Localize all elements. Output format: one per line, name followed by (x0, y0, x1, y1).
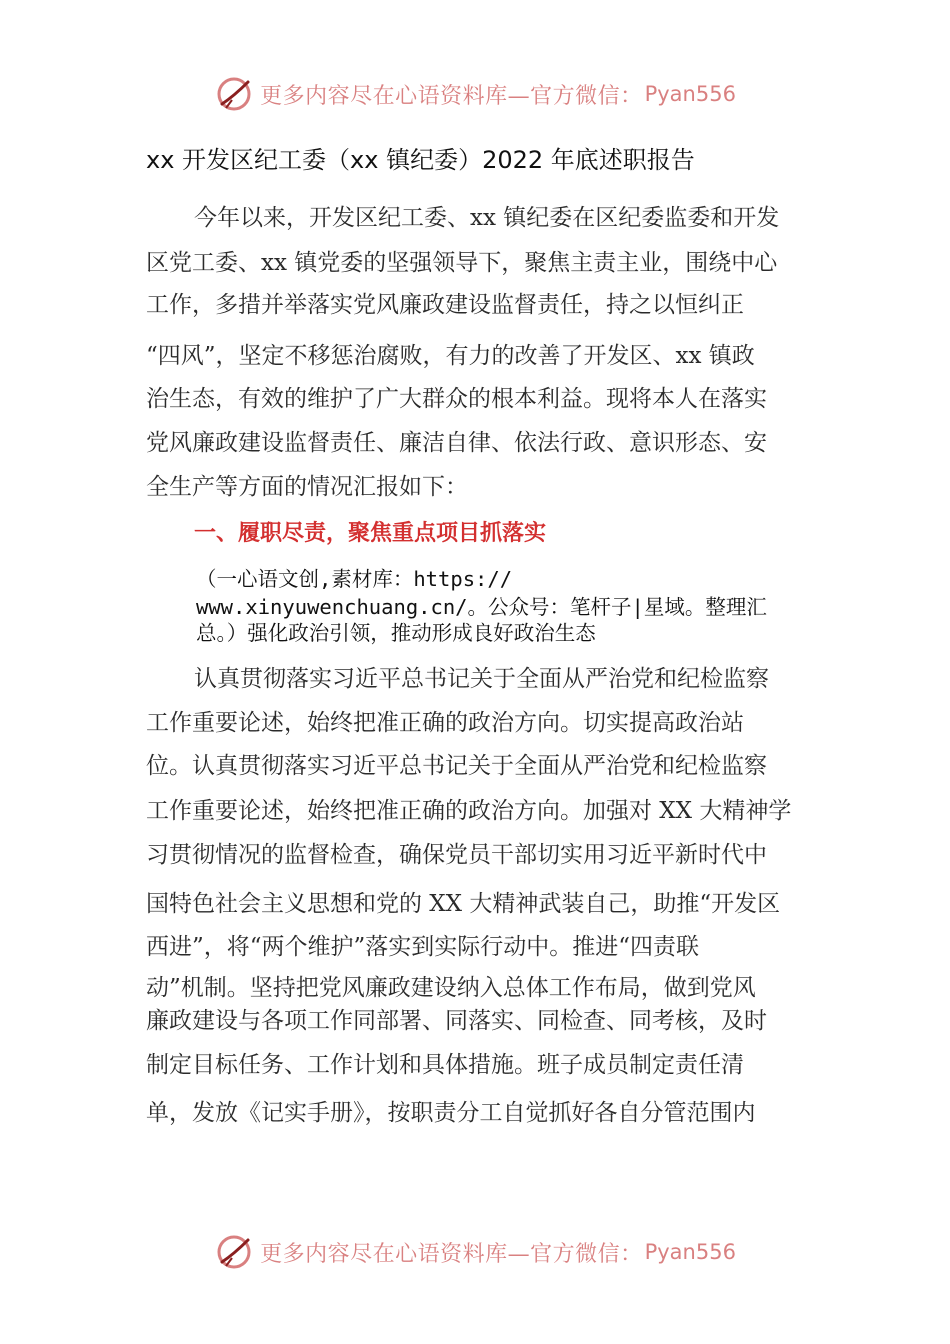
body-line: 西进”，将“两个维护”落实到实际行动中。推进“四责联 (146, 934, 700, 960)
banner-wechat-id: Pyan556 (644, 82, 736, 106)
body-line: 动”机制。坚持把党风廉政建设纳入总体工作布局，做到党风 (146, 975, 756, 1001)
intro-line: 今年以来，开发区纪工委、xx 镇纪委在区纪委监委和开发 (194, 205, 780, 231)
body-line: 认真贯彻落实习近平总书记关于全面从严治党和纪检监察 (194, 666, 769, 692)
intro-line: 工作，多措并举落实党风廉政建设监督责任，持之以恒纠正 (146, 292, 744, 318)
intro-line: 全生产等方面的情况汇报如下： (146, 474, 468, 500)
document-title: xx 开发区纪工委（xx 镇纪委）2022 年底述职报告 (146, 146, 695, 174)
body-line: 制定目标任务、工作计划和具体措施。班子成员制定责任清 (146, 1052, 744, 1078)
intro-line: 治生态，有效的维护了广大群众的根本利益。现将本人在落实 (146, 386, 767, 412)
intro-line: 党风廉政建设监督责任、廉洁自律、依法行政、意识形态、安 (146, 430, 767, 456)
logo-icon (214, 74, 254, 114)
logo-icon (214, 1232, 254, 1272)
body-line: 国特色社会主义思想和党的 XX 大精神武装自己，助推“开发区 (146, 891, 781, 917)
banner-text: 更多内容尽在心语资料库—官方微信： (260, 1241, 643, 1267)
body-line: 位。认真贯彻落实习近平总书记关于全面从严治党和纪检监察 (146, 753, 767, 779)
header-banner (0, 70, 950, 118)
source-note-line: （一心语文创,素材库：https:// (196, 567, 513, 591)
body-line: 习贯彻情况的监督检查，确保党员干部切实用习近平新时代中 (146, 842, 767, 868)
source-note-line: 总。）强化政治引领，推动形成良好政治生态 (196, 621, 596, 645)
banner-text: 更多内容尽在心语资料库—官方微信： (260, 83, 643, 109)
body-line: 廉政建设与各项工作同部署、同落实、同检查、同考核，及时 (146, 1008, 767, 1034)
intro-line: “四风”，坚定不移惩治腐败，有力的改善了开发区、xx 镇政 (146, 343, 755, 369)
banner-wechat-id: Pyan556 (644, 1240, 736, 1264)
source-note-line: www.xinyuwenchuang.cn/。公众号：笔杆子|星域。整理汇 (196, 595, 767, 619)
footer-banner (0, 1228, 950, 1276)
section-heading: 一、履职尽责，聚焦重点项目抓落实 (194, 521, 547, 546)
body-line: 工作重要论述，始终把准正确的政治方向。加强对 XX 大精神学 (146, 798, 792, 824)
body-line: 工作重要论述，始终把准正确的政治方向。切实提高政治站 (146, 710, 744, 736)
intro-line: 区党工委、xx 镇党委的坚强领导下，聚焦主责主业，围绕中心 (146, 250, 778, 276)
body-line: 单，发放《记实手册》，按职责分工自觉抓好各自分管范围内 (146, 1100, 756, 1126)
